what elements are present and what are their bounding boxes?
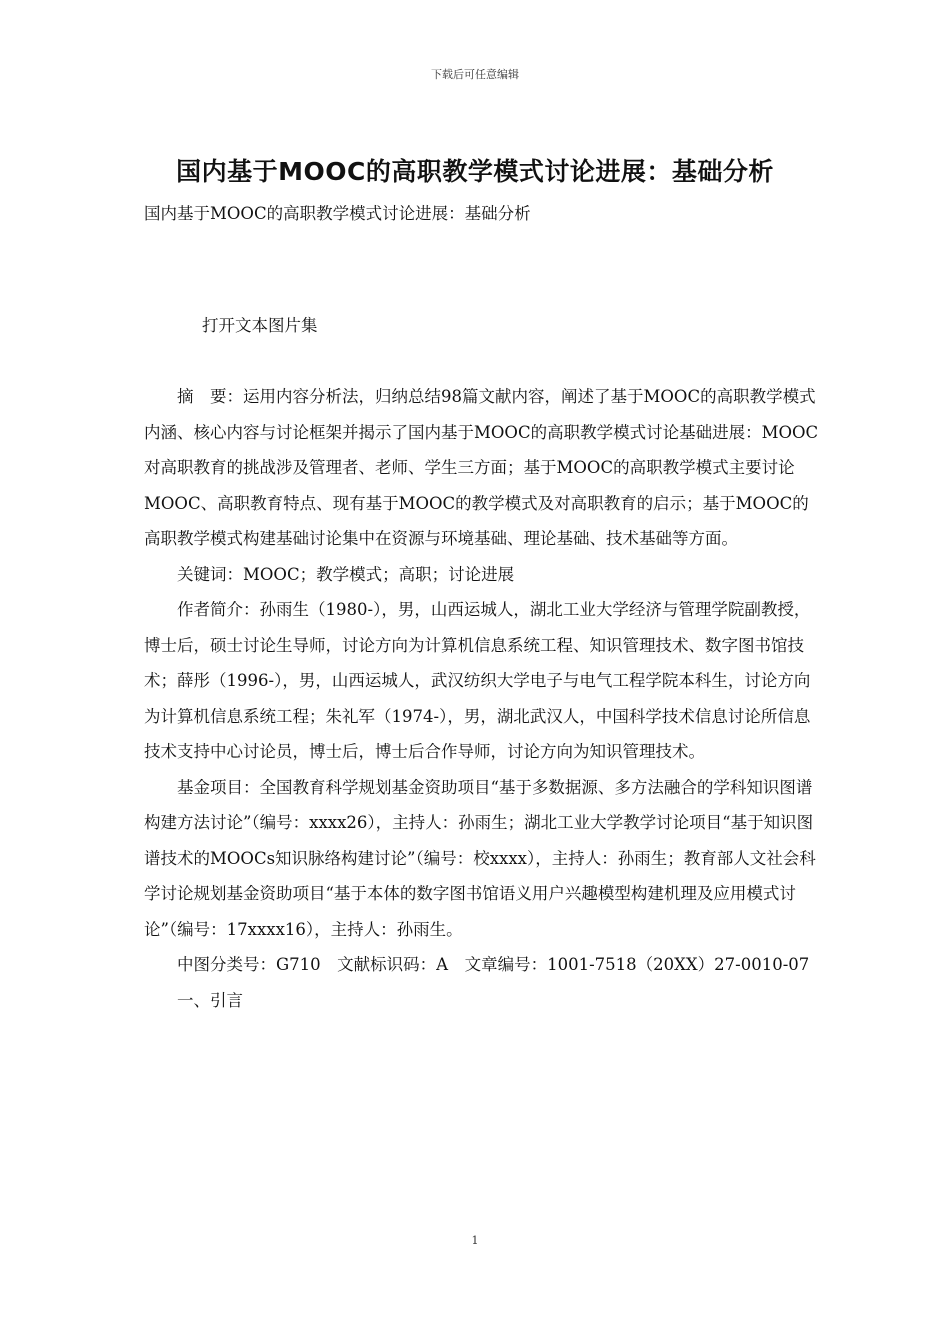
open-image-gallery-link[interactable]: 打开文本图片集 — [202, 316, 318, 335]
document-title: 国内基于MOOC的高职教学模式讨论进展：基础分析 — [176, 157, 774, 186]
page-number: 1 — [471, 1234, 479, 1247]
keywords-paragraph: 关键词：MOOC；教学模式；高职；讨论进展 — [177, 564, 515, 584]
author-bio-paragraph: 作者简介：孙雨生（1980-），男，山西运城人，湖北工业大学经济与管理学院副教授，博士后，硕士讨论生导师，讨论方向为计算机信息系统工程、知识管理技术、数字图书馆技术；薛彤（1996-），男，山西运城人，武汉纺织大学电子与电气工程学院本科生，讨论方向为计算机信息系统工程；朱礼军（1974-），男，湖北武汉人，中国科学技术信息讨论所信息技术支持中心讨论员，博士后，博士后合作导师，讨论方向为知识管理技术。 — [144, 600, 811, 761]
abstract-paragraph: 摘 要：运用内容分析法，归纳总结98篇文献内容，阐述了基于MOOC的高职教学模式内涵、核心内容与讨论框架并揭示了国内基于MOOC的高职教学模式讨论基础进展：MOOC对高职教育的挑战涉及管理者、老师、学生三方面；基于MOOC的高职教学模式主要讨论MOOC、高职教育特点、现有基于MOOC的教学模式及对高职教育的启示；基于MOOC的高职教学模式构建基础讨论集中在资源与环境基础、理论基础、技术基础等方面。 — [144, 387, 819, 548]
classification-paragraph: 中图分类号：G710 文献标识码：A 文章编号：1001-7518（20XX）27-0010-07 — [177, 955, 810, 974]
document-subtitle: 国内基于MOOC的高职教学模式讨论进展：基础分析 — [144, 204, 531, 223]
page-header-note: 下载后可任意编辑 — [431, 68, 519, 81]
fund-paragraph: 基金项目：全国教育科学规划基金资助项目“基于多数据源、多方法融合的学科知识图谱构建方法讨论”（编号：xxxx26），主持人：孙雨生；湖北工业大学教学讨论项目“基于知识图谱技术的MOOCs知识脉络构建讨论”（编号：校xxxx），主持人：孙雨生；教育部人文社会科学讨论规划基金资助项目“基于本体的数字图书馆语义用户兴趣模型构建机理及应用模式讨论”（编号：17xxxx16），主持人：孙雨生。 — [144, 777, 816, 939]
article-body — [144, 379, 824, 1018]
section-heading-introduction: 一、引言 — [177, 990, 243, 1010]
